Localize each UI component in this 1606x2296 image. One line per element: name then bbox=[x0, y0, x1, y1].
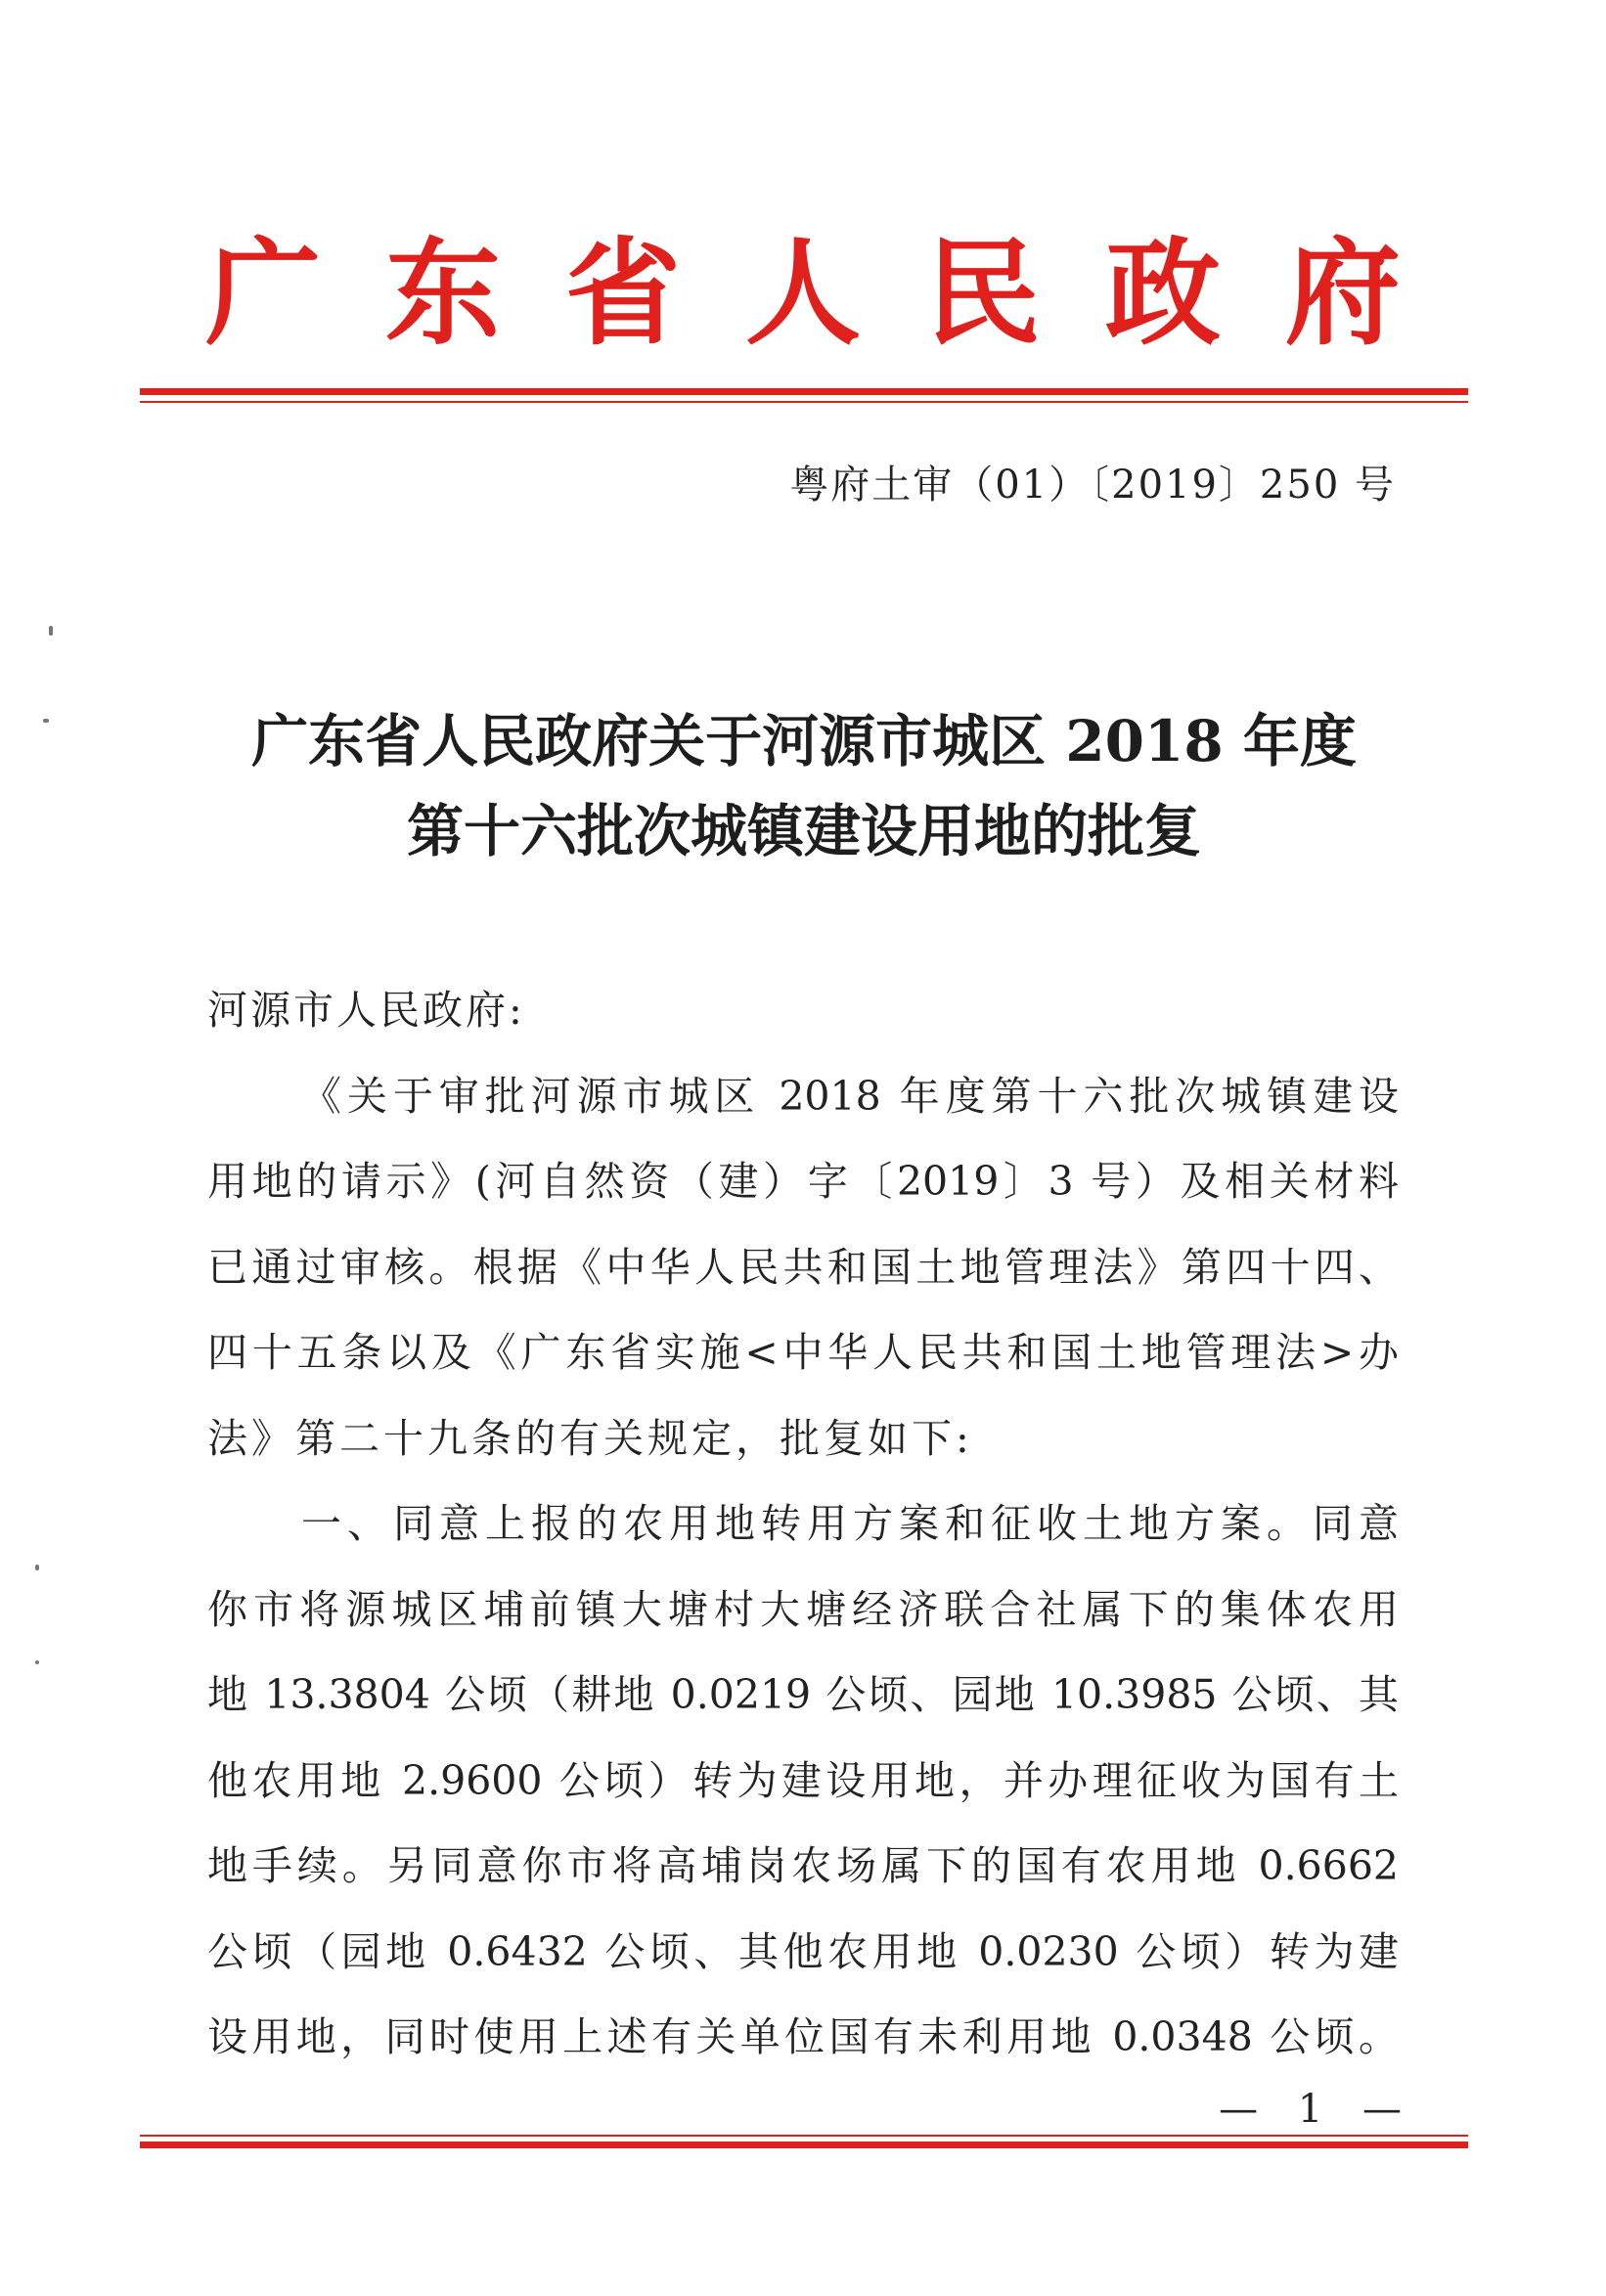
body-line-text: 地手续。另同意你市将高埔岗农场属下的国有农用地 0.6662 bbox=[207, 1842, 1399, 1889]
body-line-text: 地 13.3804 公顷（耕地 0.0219 公顷、园地 10.3985 公顷、其 bbox=[207, 1671, 1399, 1718]
body-line bbox=[207, 1481, 1399, 1567]
scan-speck bbox=[35, 1660, 39, 1664]
masthead bbox=[205, 225, 1401, 362]
body-line-text: 一、同意上报的农用地转用方案和征收土地方案。同意 bbox=[301, 1500, 1399, 1547]
scan-speck bbox=[43, 719, 49, 723]
body-line-text: 你市将源城区埔前镇大塘村大塘经济联合社属下的集体农用 bbox=[207, 1585, 1399, 1633]
body-line-text: 设用地，同时使用上述有关单位国有未利用地 0.0348 公顷。 bbox=[207, 2013, 1399, 2060]
body-line bbox=[207, 1225, 1399, 1311]
page-number: — 1 — bbox=[1219, 2087, 1415, 2132]
masthead-char: 民 bbox=[924, 225, 1041, 361]
masthead-char: 府 bbox=[1284, 225, 1401, 361]
body-line bbox=[207, 1396, 1399, 1482]
masthead-char: 省 bbox=[564, 225, 681, 361]
body-line bbox=[207, 1054, 1399, 1140]
body-line bbox=[207, 1139, 1399, 1225]
body-line bbox=[207, 1995, 1399, 2081]
footer-divider-thick bbox=[140, 2141, 1468, 2148]
body-line bbox=[207, 1567, 1399, 1654]
body-line bbox=[207, 1824, 1399, 1910]
title-line-1: 广东省人民政府关于河源市城区 2018 年度 bbox=[251, 708, 1357, 774]
document-body bbox=[207, 968, 1399, 2081]
salutation: 河源市人民政府: bbox=[207, 987, 525, 1034]
body-line-text: 已通过审核。根据《中华人民共和国土地管理法》第四十四、 bbox=[207, 1243, 1399, 1291]
document-title bbox=[140, 696, 1468, 876]
body-line-text: 法》第二十九条的有关规定，批复如下: bbox=[207, 1414, 973, 1462]
body-line bbox=[207, 1739, 1399, 1825]
body-line-text: 他农用地 2.9600 公顷）转为建设用地，并办理征收为国有土 bbox=[207, 1756, 1399, 1804]
body-line bbox=[207, 1653, 1399, 1739]
body-line-text: 四十五条以及《广东省实施<中华人民共和国土地管理法>办 bbox=[207, 1329, 1399, 1376]
header-divider-thin bbox=[140, 401, 1468, 403]
body-line-text: 用地的请示》(河自然资（建）字〔2019〕3 号）及相关材料 bbox=[207, 1158, 1399, 1205]
body-line bbox=[207, 1310, 1399, 1396]
body-line-text: 公顷（园地 0.6432 公顷、其他农用地 0.0230 公顷）转为建 bbox=[207, 1927, 1399, 1975]
header-divider-thick bbox=[140, 388, 1468, 395]
body-line bbox=[207, 1910, 1399, 1996]
masthead-char: 广 bbox=[205, 225, 322, 361]
masthead-char: 人 bbox=[744, 225, 861, 361]
title-line-2: 第十六批次城镇建设用地的批复 bbox=[406, 798, 1201, 864]
footer-divider-thin bbox=[140, 2135, 1468, 2137]
scan-speck bbox=[49, 626, 53, 636]
document-number: 粤府土审（01）〔2019〕250 号 bbox=[789, 463, 1396, 508]
body-line-text: 《关于审批河源市城区 2018 年度第十六批次城镇建设 bbox=[301, 1072, 1399, 1120]
scan-speck bbox=[35, 1565, 39, 1570]
masthead-char: 东 bbox=[384, 225, 501, 361]
masthead-char: 政 bbox=[1104, 225, 1221, 361]
